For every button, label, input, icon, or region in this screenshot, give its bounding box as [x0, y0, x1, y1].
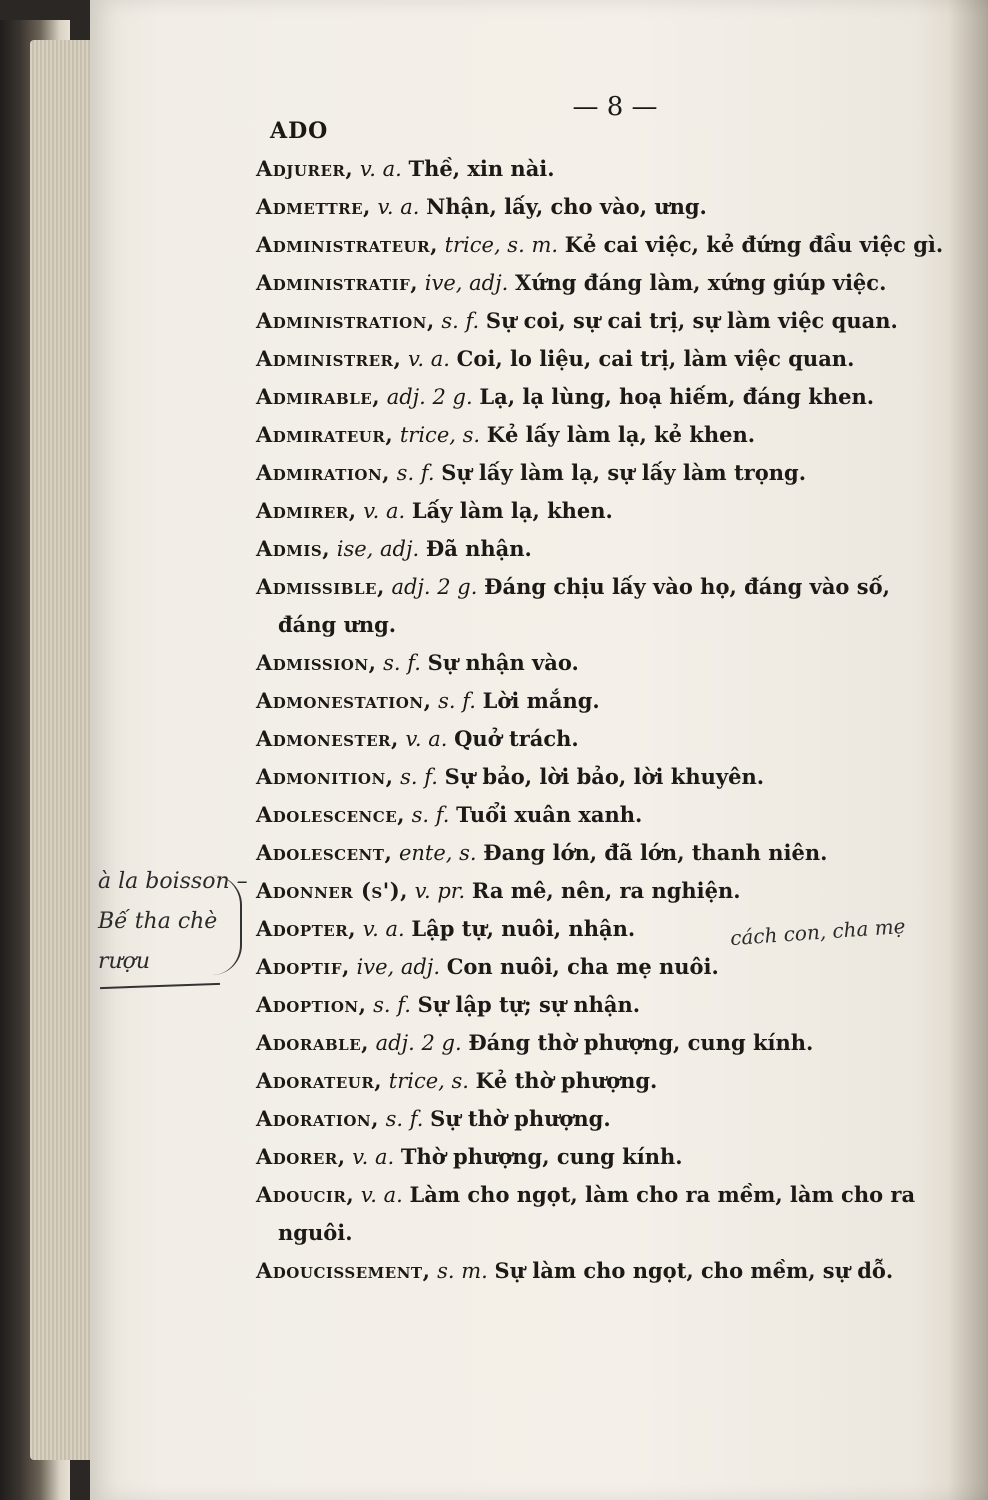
dictionary-entry — [256, 682, 946, 720]
entry-grammar: s. m. — [437, 1259, 488, 1283]
dictionary-entry — [256, 796, 946, 834]
entry-headword: Admirer , — [256, 498, 357, 523]
entry-headword: Adopter , — [256, 916, 356, 941]
entry-headword: Administrer , — [256, 346, 401, 371]
margin-note-line-3: rượu — [98, 949, 151, 974]
dictionary-entry — [256, 1138, 946, 1176]
entry-grammar: s. f. — [411, 803, 450, 827]
entry-grammar: ive, adj. — [424, 271, 509, 295]
entry-headword: Admonestation , — [256, 688, 431, 713]
dictionary-entry — [256, 416, 946, 454]
entry-definition: Xứng đáng làm, xứng giúp việc. — [514, 270, 887, 295]
entry-list — [256, 150, 946, 1290]
entry-headword: Adolescence , — [256, 802, 405, 827]
entry-grammar: v. a. — [405, 727, 448, 751]
entry-grammar: v. a. — [363, 499, 406, 523]
dictionary-entry — [256, 1062, 946, 1100]
dictionary-entry — [256, 948, 946, 986]
entry-definition: Lập tự, nuôi, nhận. — [411, 916, 636, 941]
entry-definition: Coi, lo liệu, cai trị, làm việc quan. — [456, 346, 855, 371]
entry-definition: Thờ phượng, cung kính. — [400, 1144, 683, 1169]
entry-definition: Ra mê, nên, ra nghiện. — [471, 878, 741, 903]
entry-headword: Admonester , — [256, 726, 399, 751]
entry-headword: Admis , — [256, 536, 330, 561]
entry-headword: Admissible , — [256, 574, 385, 599]
entry-grammar: s. f. — [385, 1107, 424, 1131]
entry-grammar: s. f. — [383, 651, 421, 675]
entry-definition: Đáng thờ phượng, cung kính. — [468, 1030, 814, 1055]
entry-grammar: adj. 2 g. — [391, 575, 478, 599]
entry-headword: Admonition , — [256, 764, 393, 789]
entry-definition-continued: nguôi. — [278, 1220, 353, 1245]
dictionary-entry — [256, 378, 946, 416]
entry-definition: Sự coi, sự cai trị, sự làm việc quan. — [485, 308, 898, 333]
dictionary-entry — [256, 226, 946, 264]
entry-definition: Nhận, lấy, cho vào, ưng. — [426, 194, 707, 219]
dictionary-entry — [256, 150, 946, 188]
page-number: — 8 — — [572, 92, 658, 122]
entry-headword: Adorable , — [256, 1030, 369, 1055]
entry-headword: Administration , — [256, 308, 435, 333]
dictionary-entry — [256, 986, 946, 1024]
entry-headword: Adoration , — [256, 1106, 379, 1131]
entry-headword: Adorer , — [256, 1144, 346, 1169]
entry-grammar: v. a. — [408, 347, 450, 371]
entry-headword: Admirable , — [256, 384, 380, 409]
entry-grammar: v. a. — [362, 917, 405, 941]
entry-definition: Kẻ cai việc, kẻ đứng đầu việc gì. — [564, 232, 944, 257]
entry-grammar: v. a. — [359, 157, 402, 181]
entry-grammar: s. f. — [438, 689, 476, 713]
entry-headword: Adolescent , — [256, 840, 392, 865]
dictionary-entry — [256, 530, 946, 568]
entry-grammar: ise, adj. — [336, 537, 420, 561]
entry-grammar: ente, s. — [398, 841, 477, 865]
entry-headword: Adoptif , — [256, 954, 350, 979]
page-shadow — [948, 0, 988, 1500]
entry-definition: Lạ, lạ lùng, hoạ hiếm, đáng khen. — [479, 384, 875, 409]
margin-bracket — [210, 875, 242, 975]
entry-headword: Admirateur , — [256, 422, 393, 447]
entry-definition: Làm cho ngọt, làm cho ra mềm, làm cho ra — [409, 1182, 916, 1207]
entry-definition: Thề, xin nài. — [408, 156, 555, 181]
entry-headword: Admission , — [256, 650, 376, 675]
entry-grammar: s. f. — [373, 993, 411, 1017]
entry-definition: Tuổi xuân xanh. — [456, 802, 643, 827]
entry-definition: Sự nhận vào. — [427, 650, 579, 675]
entry-headword: Adjurer , — [256, 156, 353, 181]
entry-headword: Adoucir , — [256, 1182, 354, 1207]
dictionary-entry — [256, 302, 946, 340]
entry-definition: Kẻ thờ phượng. — [475, 1068, 658, 1093]
dictionary-entry — [256, 264, 946, 302]
dictionary-entry — [256, 1100, 946, 1138]
dictionary-entry — [256, 644, 946, 682]
entry-grammar: trice, s. m. — [444, 233, 559, 257]
handwritten-inline-note: cách con, cha mẹ — [729, 913, 907, 951]
entry-headword: Admettre , — [256, 194, 371, 219]
entry-grammar: trice, s. — [388, 1069, 469, 1093]
entry-headword: Adonner (s') , — [256, 878, 408, 903]
entry-grammar: s. f. — [396, 461, 435, 485]
dictionary-entry — [256, 720, 946, 758]
entry-grammar: adj. 2 g. — [386, 385, 473, 409]
entry-grammar: v. a. — [377, 195, 420, 219]
dictionary-entry — [256, 834, 946, 872]
entry-headword: Admiration , — [256, 460, 390, 485]
entry-grammar: adj. 2 g. — [375, 1031, 462, 1055]
entry-definition: Sự bảo, lời bảo, lời khuyên. — [444, 764, 765, 789]
entry-definition-continued: đáng ưng. — [278, 612, 397, 637]
entry-definition: Lời mắng. — [482, 688, 600, 713]
entry-definition: Sự làm cho ngọt, cho mềm, sự dỗ. — [494, 1258, 894, 1283]
entry-grammar: s. f. — [441, 309, 480, 333]
running-head: ADO — [270, 118, 329, 144]
entry-definition: Đáng chịu lấy vào họ, đáng vào số, — [484, 574, 890, 599]
entry-definition: Sự thờ phượng. — [430, 1106, 611, 1131]
dictionary-entry — [256, 758, 946, 796]
dictionary-entry — [256, 568, 946, 644]
entry-grammar: v. a. — [352, 1145, 395, 1169]
margin-note-line-1: à la boisson – — [98, 869, 248, 894]
dictionary-entry — [256, 188, 946, 226]
entry-headword: Administrateur , — [256, 232, 438, 257]
dictionary-entry — [256, 1024, 946, 1062]
entry-headword: Administratif , — [256, 270, 418, 295]
entry-definition: Lấy làm lạ, khen. — [411, 498, 613, 523]
entry-headword: Adorateur , — [256, 1068, 382, 1093]
entry-definition: Con nuôi, cha mẹ nuôi. — [446, 954, 719, 979]
entry-definition: Quở trách. — [454, 726, 579, 751]
entry-definition: Đã nhận. — [425, 536, 532, 561]
entry-grammar: v. a. — [360, 1183, 403, 1207]
dictionary-entry — [256, 340, 946, 378]
entry-definition: Sự lập tự; sự nhận. — [417, 992, 641, 1017]
entry-definition: Đang lớn, đã lớn, thanh niên. — [483, 840, 828, 865]
dictionary-entry — [256, 492, 946, 530]
entry-grammar: v. pr. — [414, 879, 466, 903]
entry-grammar: s. f. — [400, 765, 438, 789]
dictionary-entry — [256, 1176, 946, 1252]
dictionary-entry — [256, 1252, 946, 1290]
dictionary-entry — [256, 454, 946, 492]
entry-definition: Kẻ lấy làm lạ, kẻ khen. — [486, 422, 756, 447]
entry-headword: Adoucissement , — [256, 1258, 430, 1283]
entry-definition: Sự lấy làm lạ, sự lấy làm trọng. — [441, 460, 807, 485]
margin-note-line-2: Bế tha chè — [98, 909, 218, 934]
entry-grammar: trice, s. — [399, 423, 481, 447]
entry-grammar: ive, adj. — [356, 955, 440, 979]
entry-headword: Adoption , — [256, 992, 366, 1017]
dictionary-entry — [256, 872, 946, 910]
